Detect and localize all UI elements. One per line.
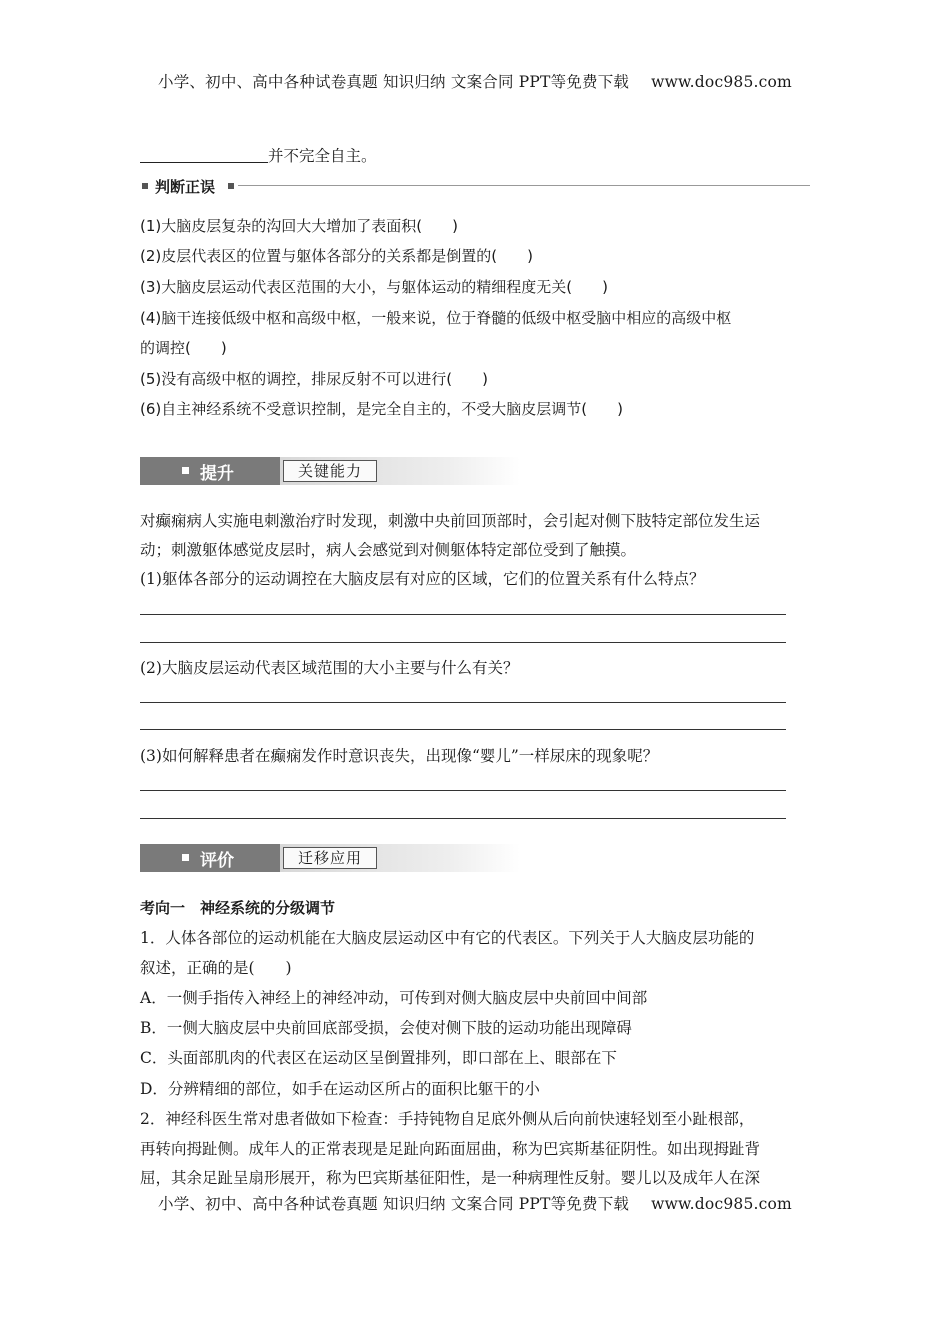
footer-text: 小学、初中、高中各种试卷真题 知识归纳 文案合同 PPT等免费下载	[158, 1195, 630, 1213]
judge-item: (3)大脑皮层运动代表区范围的大小，与躯体运动的精细程度无关( )	[140, 278, 608, 296]
ability-intro-line: 动；刺激躯体感觉皮层时，病人会感觉到对侧躯体特定部位受到了触摸。	[140, 541, 637, 559]
answer-line	[140, 729, 786, 730]
header-text: 小学、初中、高中各种试卷真题 知识归纳 文案合同 PPT等免费下载	[158, 73, 630, 91]
fill-suffix: 并不完全自主。	[268, 147, 377, 165]
answer-line	[140, 818, 786, 819]
judge-item: (5)没有高级中枢的调控，排尿反射不可以进行( )	[140, 370, 488, 388]
banner-tag-block	[140, 844, 280, 872]
page-header	[0, 70, 950, 92]
ability-question-1: (1)躯体各部分的运动调控在大脑皮层有对应的区域，它们的位置关系有什么特点？	[140, 570, 705, 588]
option-b: B．一侧大脑皮层中央前回底部受损，会使对侧下肢的运动功能出现障碍	[140, 1019, 632, 1037]
page-footer	[0, 1192, 950, 1214]
square-bullet-icon	[228, 183, 234, 189]
banner-tag-block	[140, 457, 280, 485]
judge-item: (6)自主神经系统不受意识控制，是完全自主的，不受大脑皮层调节( )	[140, 400, 623, 418]
section-divider	[238, 185, 810, 186]
judge-item: 的调控( )	[140, 339, 227, 357]
option-c: C．头面部肌肉的代表区在运动区呈倒置排列，即口部在上、眼部在下	[140, 1049, 617, 1067]
question-1-stem: 叙述，正确的是( )	[140, 959, 292, 977]
option-d: D．分辨精细的部位，如手在运动区所占的面积比躯干的小	[140, 1080, 540, 1098]
answer-line	[140, 614, 786, 615]
answer-line	[140, 702, 786, 703]
banner-label: 迁移应用	[283, 847, 377, 869]
judge-title: 判断正误	[155, 178, 216, 196]
question-2-stem: 再转向拇趾侧。成年人的正常表现是足趾向跖面屈曲，称为巴宾斯基征阴性。如出现拇趾背	[140, 1140, 761, 1158]
banner-tag: 提升	[200, 464, 234, 484]
banner-label: 关键能力	[283, 460, 377, 482]
square-bullet-icon	[142, 183, 148, 189]
option-a: A．一侧手指传入神经上的神经冲动，可传到对侧大脑皮层中央前回中间部	[140, 989, 648, 1007]
banner-key-ability	[140, 457, 520, 485]
answer-line	[140, 642, 786, 643]
apply-heading: 考向一 神经系统的分级调节	[140, 899, 336, 917]
ability-question-2: (2)大脑皮层运动代表区域范围的大小主要与什么有关？	[140, 659, 519, 677]
square-bullet-icon	[182, 467, 189, 474]
banner-tag: 评价	[200, 851, 234, 871]
answer-line	[140, 790, 786, 791]
ability-question-3: (3)如何解释患者在癫痫发作时意识丧失，出现像“婴儿”一样尿床的现象呢？	[140, 747, 659, 765]
judge-section-header	[140, 176, 810, 196]
footer-url: www.doc985.com	[651, 1195, 792, 1213]
question-2-stem: 2．神经科医生常对患者做如下检查：手持钝物自足底外侧从后向前快速轻划至小趾根部，	[140, 1110, 755, 1128]
judge-item: (1)大脑皮层复杂的沟回大大增加了表面积( )	[140, 217, 458, 235]
judge-item: (2)皮层代表区的位置与躯体各部分的关系都是倒置的( )	[140, 247, 533, 265]
banner-transfer-apply	[140, 844, 520, 872]
header-url: www.doc985.com	[651, 73, 792, 91]
fill-in-line	[140, 144, 377, 166]
question-1-stem: 1．人体各部位的运动机能在大脑皮层运动区中有它的代表区。下列关于人大脑皮层功能的	[140, 929, 755, 947]
judge-item: (4)脑干连接低级中枢和高级中枢，一般来说，位于脊髓的低级中枢受脑中相应的高级中枢	[140, 309, 732, 327]
question-2-stem: 屈，其余足趾呈扇形展开，称为巴宾斯基征阳性，是一种病理性反射。婴儿以及成年人在深	[140, 1169, 761, 1187]
ability-intro-line: 对癫痫病人实施电刺激治疗时发现，刺激中央前回顶部时，会引起对侧下肢特定部位发生运	[140, 512, 761, 530]
square-bullet-icon	[182, 854, 189, 861]
fill-blank	[140, 146, 268, 163]
